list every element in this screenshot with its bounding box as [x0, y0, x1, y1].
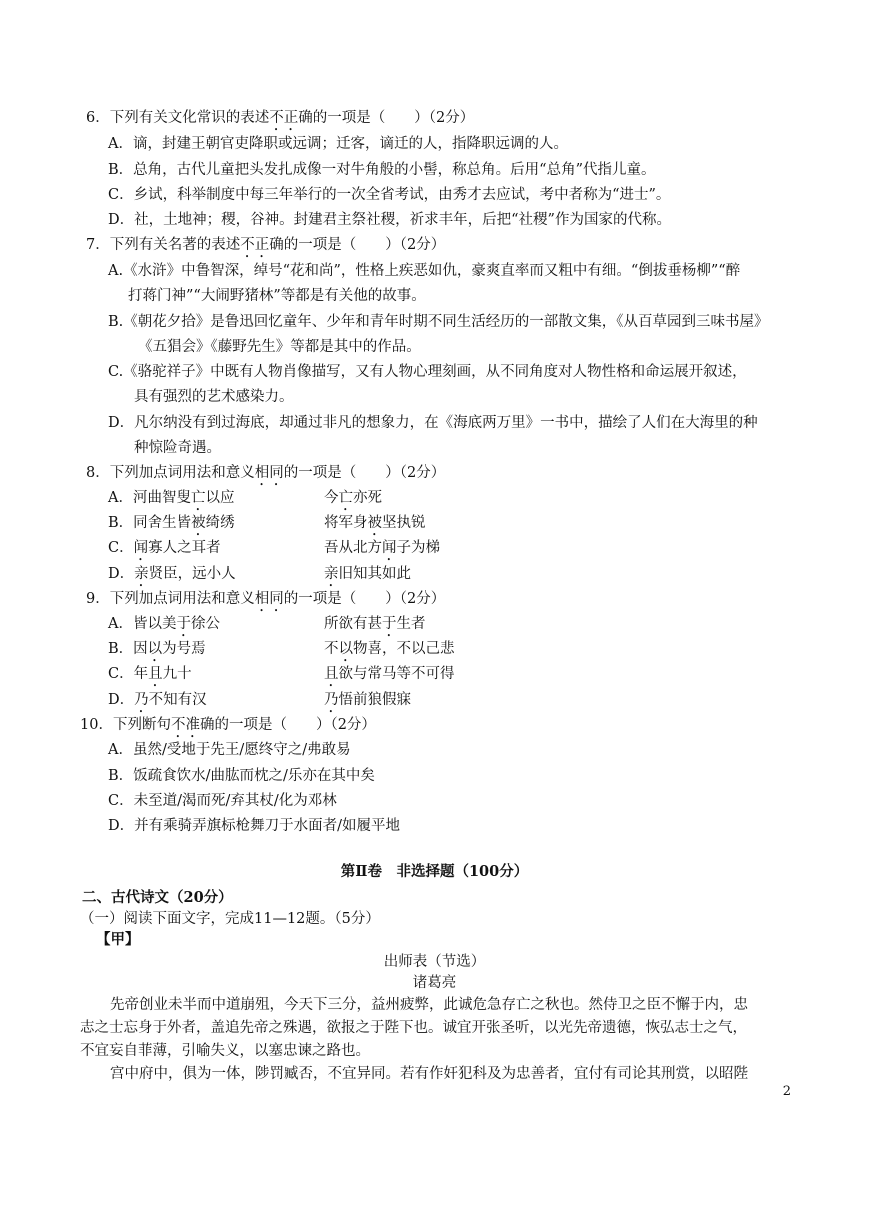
q9-option-a-left: A．皆以美于徐公 [108, 616, 220, 632]
q6-option-c: C．乡试，科举制度中每三年举行的一次全省考试，由秀才去应试，考中者称为“进士”。 [108, 187, 671, 203]
q7-option-a-line2: 打蒋门神”“大闹野猪林”等都是有关他的故事。 [128, 288, 426, 304]
q8-option-a-right: 今亡亦死 [324, 490, 382, 506]
passage-line-4: 宫中府中，俱为一体，陟罚臧否，不宜异同。若有作奸犯科及为忠善者，宜付有司论其刑赏，以昭陛 [110, 1066, 748, 1082]
q7-option-b-line2: 《五猖会》《藤野先生》等都是其中的作品。 [138, 339, 421, 355]
q7-option-c-line1: C.《骆驼祥子》中既有人物肖像描写，又有人物心理刻画，从不同角度对人物性格和命运展开叙述， [108, 364, 747, 380]
q7-option-c-line2: 具有强烈的艺术感染力。 [134, 389, 294, 405]
q6-option-d: D．社，土地神；稷，谷神。封建君主祭社稷，祈求丰年，后把“社稷”作为国家的代称。 [108, 212, 671, 228]
q9-stem: 9．下列加点词用法和意义相同的一项是（ ）（2分） [86, 591, 446, 607]
passage-line-2: 志之士忘身于外者，盖追先帝之殊遇，欲报之于陛下也。诚宜开张圣听，以光先帝遗德，恢弘志士之气， [80, 1020, 747, 1036]
q6-option-b: B．总角，古代儿童把头发扎成像一对牛角般的小髻，称总角。后用“总角”代指儿童。 [108, 162, 656, 178]
q8-option-c-left: C．闻寡人之耳者 [108, 540, 221, 556]
q10-option-a: A．虽然/受地于先王/愿终守之/弗敢易 [108, 742, 351, 758]
q8-option-d-left: D．亲贤臣，远小人 [108, 566, 236, 582]
q8-option-c-right: 吾从北方闻子为梯 [324, 540, 440, 556]
q8-option-b-right: 将军身被坚执锐 [324, 515, 426, 531]
q10-option-d: D．并有乘骑弄旗标枪舞刀于水面者/如履平地 [108, 818, 401, 834]
q7-option-b-line1: B.《朝花夕拾》是鲁迅回忆童年、少年和青年时期不同生活经历的一部散文集，《从百草园到三味书屋》 [108, 314, 769, 330]
q7-option-a-line1: A.《水浒》中鲁智深，绰号“花和尚”，性格上疾恶如仇，豪爽直率而又粗中有细。“倒拔垂杨柳”“醉 [108, 263, 741, 279]
q10-option-b: B．饭疏食饮水/曲肱而枕之/乐亦在其中矣 [108, 768, 375, 784]
q6-stem: 6．下列有关文化常识的表述不正确的一项是（ ）（2分） [86, 110, 475, 126]
q8-option-b-left: B．同舍生皆被绮绣 [108, 515, 235, 531]
q10-option-c: C．未至道/渴而死/弃其杖/化为邓林 [108, 793, 337, 809]
passage-author: 诸葛亮 [412, 975, 457, 991]
q8-stem: 8．下列加点词用法和意义相同的一项是（ ）（2分） [86, 465, 446, 481]
passage-title: 出师表（节选） [383, 954, 486, 970]
q7-stem: 7．下列有关名著的表述不正确的一项是（ ）（2分） [86, 237, 446, 253]
q10-stem: 10．下列断句不准确的一项是（ ）（2分） [80, 717, 376, 733]
q9-option-d-left: D．乃不知有汉 [108, 692, 207, 708]
section2-heading: 二、古代诗文（20分） [82, 889, 233, 906]
passage-line-3: 不宜妄自菲薄，引喻失义，以塞忠谏之路也。 [80, 1043, 370, 1059]
passage-jia-label: 【甲】 [96, 931, 140, 948]
q9-option-c-left: C．年且九十 [108, 666, 192, 682]
q9-option-c-right: 且欲与常马等不可得 [324, 666, 455, 682]
q9-option-b-left: B．因以为号焉 [108, 641, 206, 657]
q9-option-a-right: 所欲有甚于生者 [324, 616, 426, 632]
page-number: 2 [782, 1084, 791, 1099]
q9-option-b-right: 不以物喜，不以己悲 [324, 641, 455, 657]
q8-option-a-left: A．河曲智叟亡以应 [108, 490, 235, 506]
q7-option-d-line1: D．凡尔纳没有到过海底，却通过非凡的想象力，在《海底两万里》一书中，描绘了人们在大海里的种 [108, 415, 758, 431]
part2-title: 第Ⅱ卷 非选择题（100分） [340, 863, 529, 880]
q6-option-a: A．谪，封建王朝官吏降职或远调；迁客，谪迁的人，指降职远调的人。 [108, 136, 568, 152]
passage-line-1: 先帝创业未半而中道崩殂，今天下三分，益州疲弊，此诚危急存亡之秋也。然侍卫之臣不懈于内，忠 [110, 997, 748, 1013]
q9-option-d-right: 乃悟前狼假寐 [324, 692, 411, 708]
q8-option-d-right: 亲旧知其如此 [324, 566, 411, 582]
subsection1-heading: （一）阅读下面文字，完成11—12题。（5分） [80, 911, 380, 927]
q7-option-d-line2: 种惊险奇遇。 [134, 440, 221, 456]
